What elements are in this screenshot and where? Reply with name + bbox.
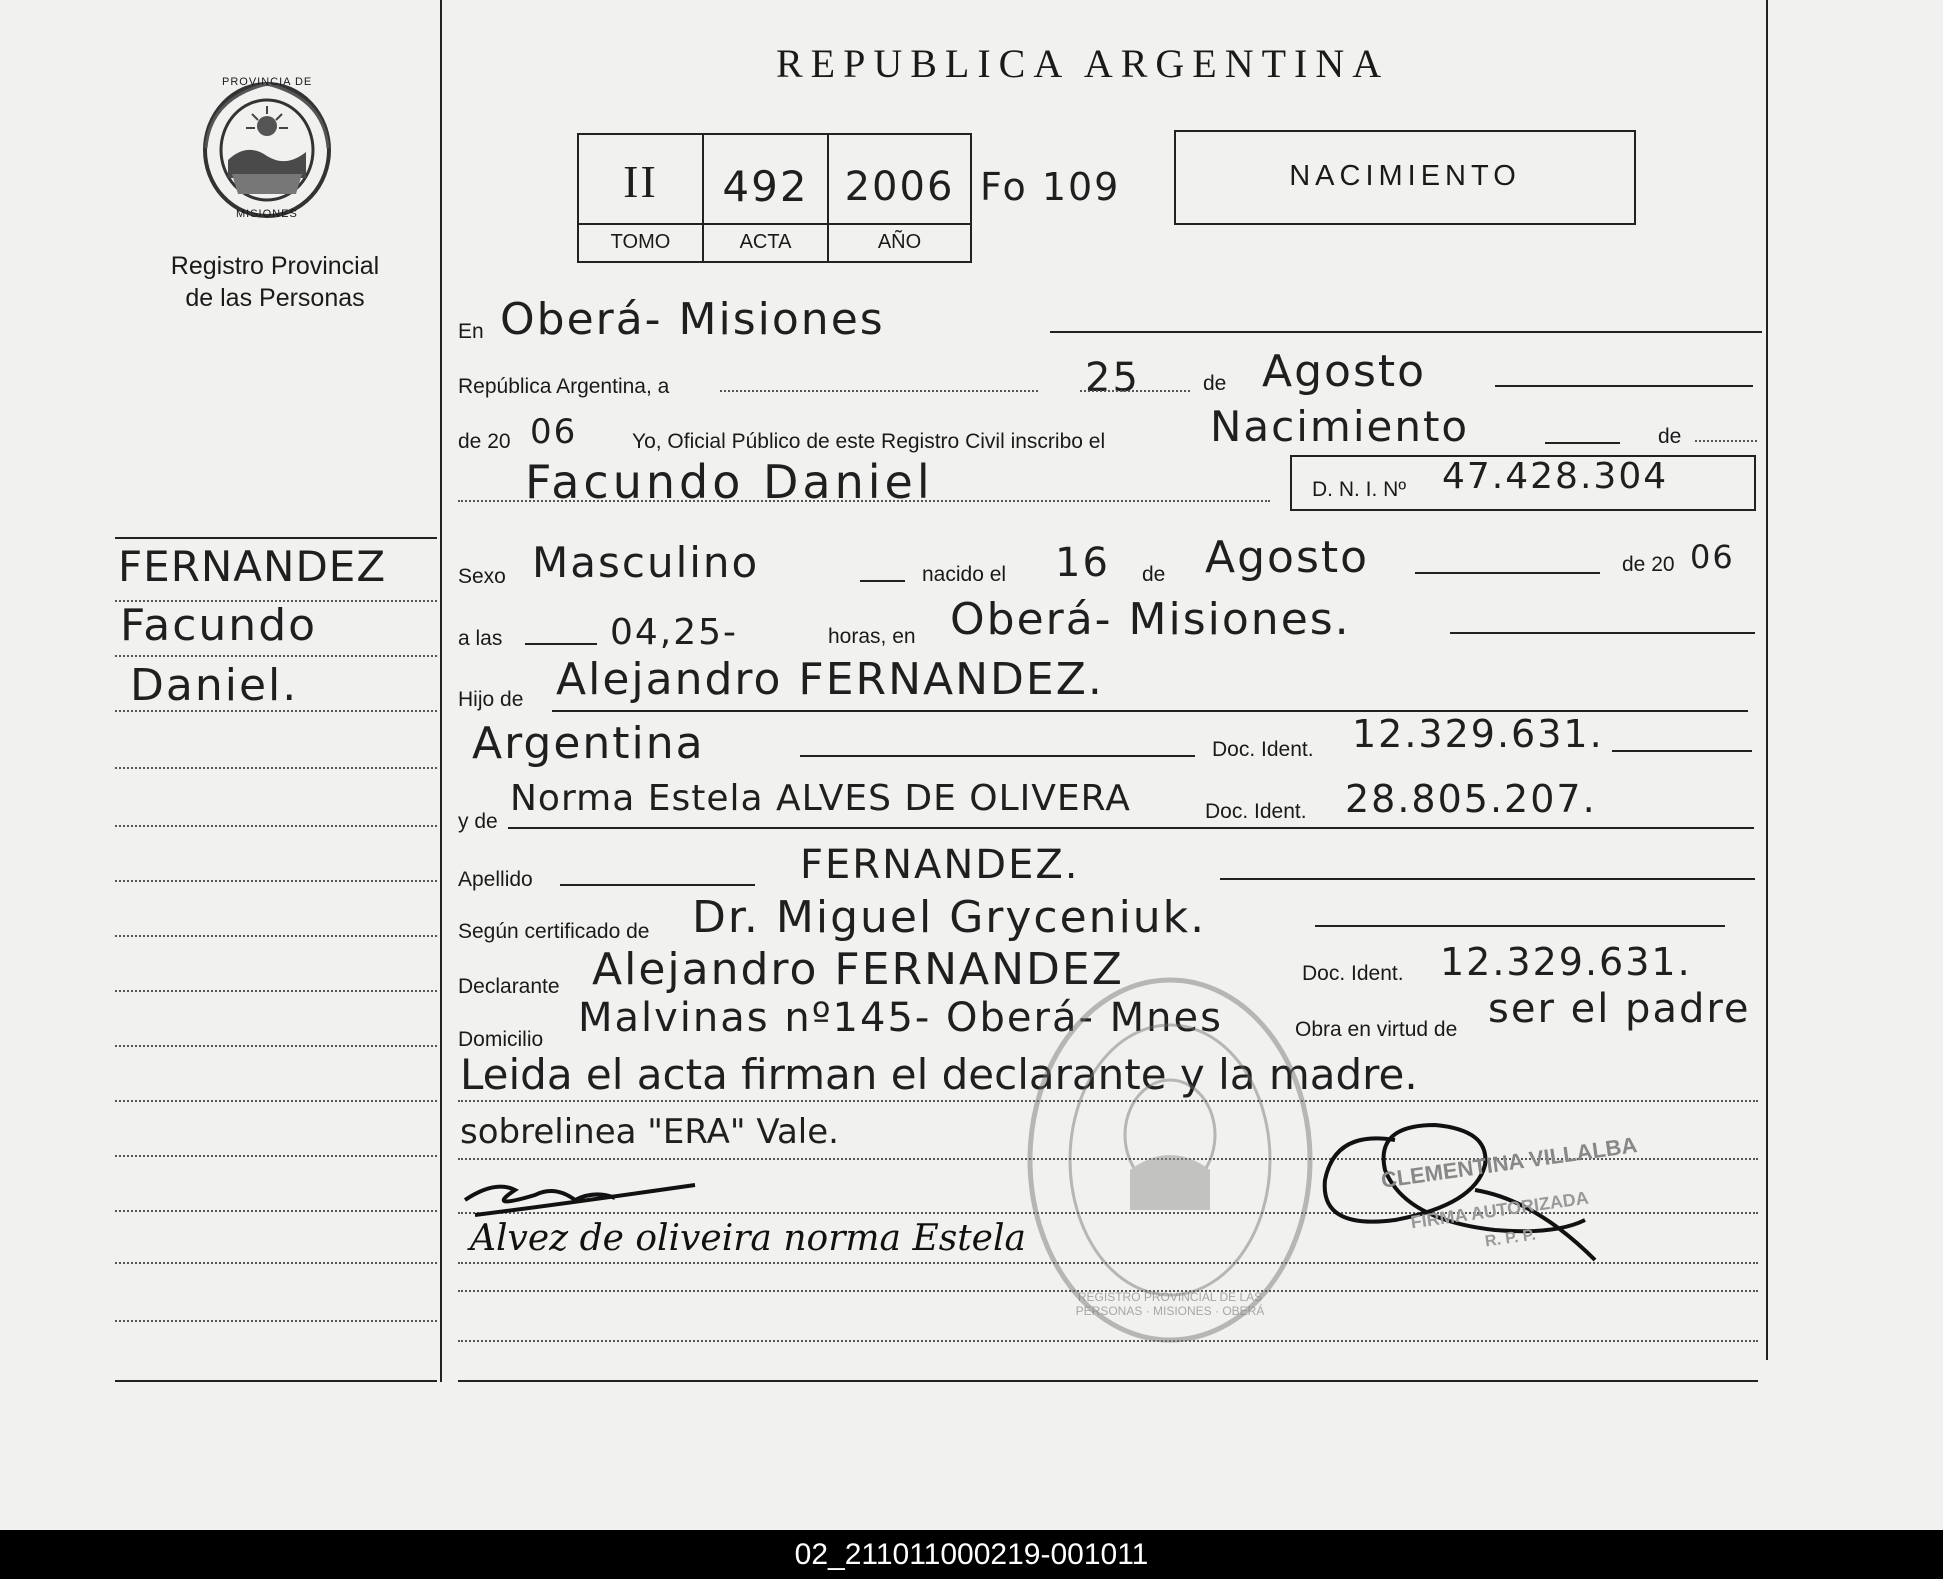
father-value: Alejandro FERNANDEZ. xyxy=(556,654,1104,705)
father-nationality-value: Argentina xyxy=(472,718,705,769)
declarante-label: Declarante xyxy=(458,975,560,998)
day-value: 25 xyxy=(1085,355,1140,401)
mother-signature: Alvez de oliveira norma Estela xyxy=(470,1218,1026,1259)
margin-line xyxy=(115,880,437,882)
column-divider xyxy=(440,0,442,1382)
rule xyxy=(800,755,1195,757)
year-prefix-label: de 20 xyxy=(458,430,511,453)
margin-line xyxy=(115,767,437,769)
apellido-value: FERNANDEZ. xyxy=(800,842,1080,888)
folio-note: Fo 109 xyxy=(980,165,1121,209)
margin-given-name-1: Facundo xyxy=(120,600,318,651)
birth-year-prefix-label: de 20 xyxy=(1622,553,1675,576)
birth-month-value: Agosto xyxy=(1205,532,1370,583)
rule xyxy=(1495,385,1753,387)
declarante-value: Alejandro FERNANDEZ xyxy=(592,944,1124,995)
hour-value: 04,25- xyxy=(610,612,739,653)
domicilio-label: Domicilio xyxy=(458,1028,544,1051)
registry-name-line2: de las Personas xyxy=(185,284,365,312)
margin-top-rule xyxy=(115,537,437,539)
round-stamp-text: REGISTRO PROVINCIAL DE LAS PERSONAS · MISIONES · OBERÁ xyxy=(1075,1290,1265,1318)
province-seal-icon xyxy=(200,78,335,223)
note-line-1: Leida el acta firman el declarante y la madre. xyxy=(460,1050,1418,1099)
country-title: REPUBLICA ARGENTINA xyxy=(776,41,1390,86)
segun-label: Según certificado de xyxy=(458,920,650,943)
margin-bottom-rule xyxy=(115,1380,437,1382)
margin-line xyxy=(115,1045,437,1047)
birth-day-value: 16 xyxy=(1055,540,1110,586)
month-value: Agosto xyxy=(1262,346,1427,397)
note-line-2: sobrelinea "ERA" Vale. xyxy=(460,1112,839,1152)
hijo-label: Hijo de xyxy=(458,688,524,711)
acta-value: 492 xyxy=(722,162,809,211)
officer-stamp-line2: FIRMA AUTORIZADA xyxy=(1409,1187,1590,1233)
rule xyxy=(1050,331,1762,333)
inscribo-value: Nacimiento xyxy=(1210,402,1470,451)
tomo-label: TOMO xyxy=(610,231,671,253)
acta-label: ACTA xyxy=(739,231,792,253)
rule xyxy=(508,827,1754,829)
officer-stamp-line1: CLEMENTINA VILLALBA xyxy=(1379,1132,1639,1193)
tomo-value: II xyxy=(623,156,658,207)
yde-label: y de xyxy=(458,810,498,833)
dni-label: D. N. I. Nº xyxy=(1312,478,1407,501)
mother-doc-value: 28.805.207. xyxy=(1345,777,1597,821)
obra-value: ser el padre xyxy=(1488,986,1751,1032)
margin-line xyxy=(115,710,437,712)
margin-given-name-2: Daniel. xyxy=(130,660,299,711)
birth-year-suffix-value: 06 xyxy=(1690,538,1735,576)
dni-value: 47.428.304 xyxy=(1442,456,1669,497)
margin-line xyxy=(115,990,437,992)
name-value: Facundo Daniel xyxy=(525,455,934,509)
rule xyxy=(560,884,755,886)
margin-line xyxy=(115,1210,437,1212)
margin-surname: FERNANDEZ xyxy=(118,542,387,591)
domicilio-value: Malvinas nº145- Oberá- Mnes xyxy=(578,995,1223,1041)
oficial-label: Yo, Oficial Público de este Registro Civil inscribo el xyxy=(632,430,1106,453)
margin-line xyxy=(115,935,437,937)
en-label: En xyxy=(458,320,484,343)
margin-line xyxy=(115,1320,437,1322)
rule xyxy=(1220,878,1755,880)
rule xyxy=(1315,925,1725,927)
rule xyxy=(458,500,1270,502)
rule xyxy=(1612,750,1752,752)
seal-top-text: PROVINCIA DE xyxy=(222,76,313,88)
certificado-value: Dr. Miguel Gryceniuk. xyxy=(692,892,1207,943)
doc-label-declarante: Doc. Ident. xyxy=(1302,962,1404,985)
father-doc-value: 12.329.631. xyxy=(1352,712,1604,756)
de-label: de xyxy=(1203,372,1227,395)
declarante-doc-value: 12.329.631. xyxy=(1440,940,1692,984)
sexo-value: Masculino xyxy=(532,538,760,587)
rule xyxy=(1545,442,1620,444)
birth-place-value: Oberá- Misiones. xyxy=(950,594,1351,645)
margin-line xyxy=(115,1100,437,1102)
apellido-label: Apellido xyxy=(458,868,533,891)
margin-line xyxy=(115,825,437,827)
de-label-3: de xyxy=(1142,563,1166,586)
republica-label: República Argentina, a xyxy=(458,375,670,398)
registry-name-line1: Registro Provincial xyxy=(170,252,380,280)
rule xyxy=(1080,390,1190,392)
rule xyxy=(1415,572,1600,574)
rule xyxy=(525,643,597,645)
ano-label: AÑO xyxy=(877,231,922,253)
alas-label: a las xyxy=(458,627,503,650)
margin-line xyxy=(115,655,437,657)
doc-label-mother: Doc. Ident. xyxy=(1205,800,1307,823)
ano-value: 2006 xyxy=(844,164,955,210)
doc-label-father: Doc. Ident. xyxy=(1212,738,1314,761)
image-id-footer: 02_211011000219-001011 xyxy=(0,1530,1943,1579)
record-type: NACIMIENTO xyxy=(1289,160,1521,192)
rule xyxy=(720,390,1038,392)
en-value: Oberá- Misiones xyxy=(500,294,885,345)
margin-line xyxy=(115,1262,437,1264)
sexo-label: Sexo xyxy=(458,565,506,588)
rule xyxy=(1695,440,1757,442)
right-border xyxy=(1766,0,1768,1360)
de-label-2: de xyxy=(1658,425,1682,448)
nacido-label: nacido el xyxy=(922,563,1007,586)
rule xyxy=(860,580,905,582)
margin-line xyxy=(115,600,437,602)
bottom-rule xyxy=(458,1380,1758,1382)
margin-line xyxy=(115,1155,437,1157)
officer-stamp-line3: R. P. P. xyxy=(1483,1226,1537,1251)
rule xyxy=(1450,632,1755,634)
seal-bottom-text: MISIONES xyxy=(236,208,298,220)
obra-label: Obra en virtud de xyxy=(1295,1018,1458,1041)
year-suffix-value: 06 xyxy=(530,412,578,452)
mother-value: Norma Estela ALVES DE OLIVERA xyxy=(510,778,1131,819)
horas-label: horas, en xyxy=(828,625,916,648)
